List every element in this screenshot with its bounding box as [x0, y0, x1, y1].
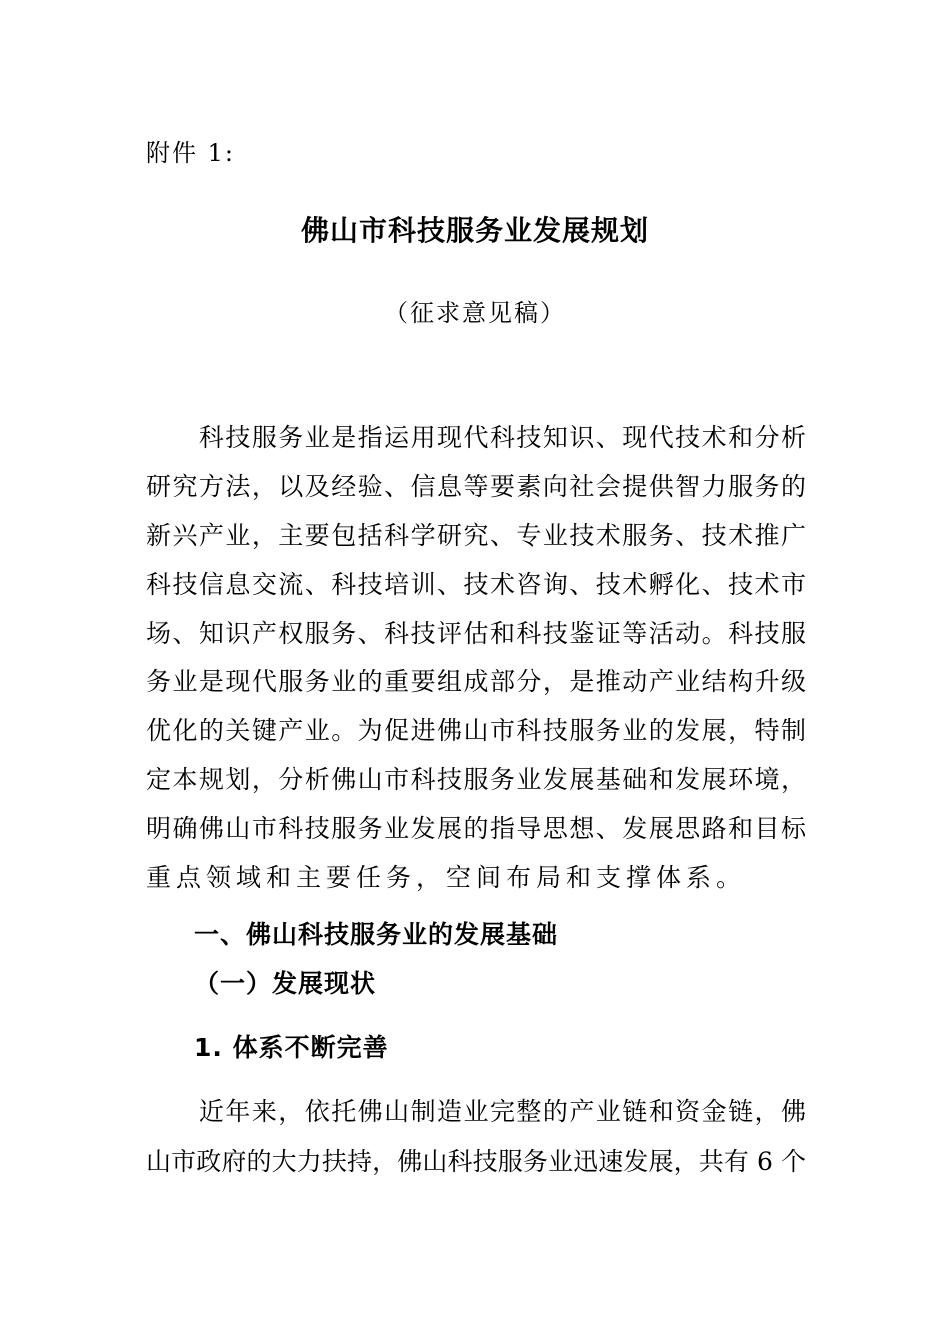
paragraph-line: 明确佛山市科技服务业发展的指导思想、发展思路和目标	[146, 814, 806, 844]
paragraph-line: 科技信息交流、科技培训、技术咨询、技术孵化、技术市	[146, 569, 806, 599]
intro-paragraph	[146, 414, 806, 903]
document-subtitle: （征求意见稿）	[384, 299, 566, 327]
paragraph-line: 优化的关键产业。为促进佛山市科技服务业的发展，特制	[146, 716, 806, 746]
paragraph-line: 研究方法，以及经验、信息等要素向社会提供智力服务的	[146, 471, 806, 501]
paragraph-line: 近年来，依托佛山制造业完整的产业链和资金链，佛	[146, 1097, 806, 1126]
section-heading: 一、佛山科技服务业的发展基础	[194, 920, 559, 949]
paragraph-line: 科技服务业是指运用现代科技知识、现代技术和分析	[146, 423, 806, 452]
paragraph-line: 重点领域和主要任务，空间布局和支撑体系。	[146, 863, 747, 893]
paragraph-line: 山市政府的大力扶持，佛山科技服务业迅速发展，共有 6 个	[146, 1147, 806, 1176]
paragraph-line: 场、知识产权服务、科技评估和科技鉴证等活动。科技服	[146, 618, 806, 648]
document-title: 佛山市科技服务业发展规划	[300, 214, 649, 247]
attachment-label: 附件 1:	[146, 139, 235, 167]
paragraph-line: 务业是现代服务业的重要组成部分，是推动产业结构升级	[146, 667, 806, 697]
item-heading: 1. 体系不断完善	[194, 1033, 389, 1062]
body-paragraph	[146, 1087, 806, 1187]
subsection-heading: （一）发展现状	[194, 969, 377, 998]
paragraph-line: 新兴产业，主要包括科学研究、专业技术服务、技术推广	[146, 520, 806, 550]
paragraph-line: 定本规划，分析佛山市科技服务业发展基础和发展环境，	[146, 765, 806, 795]
